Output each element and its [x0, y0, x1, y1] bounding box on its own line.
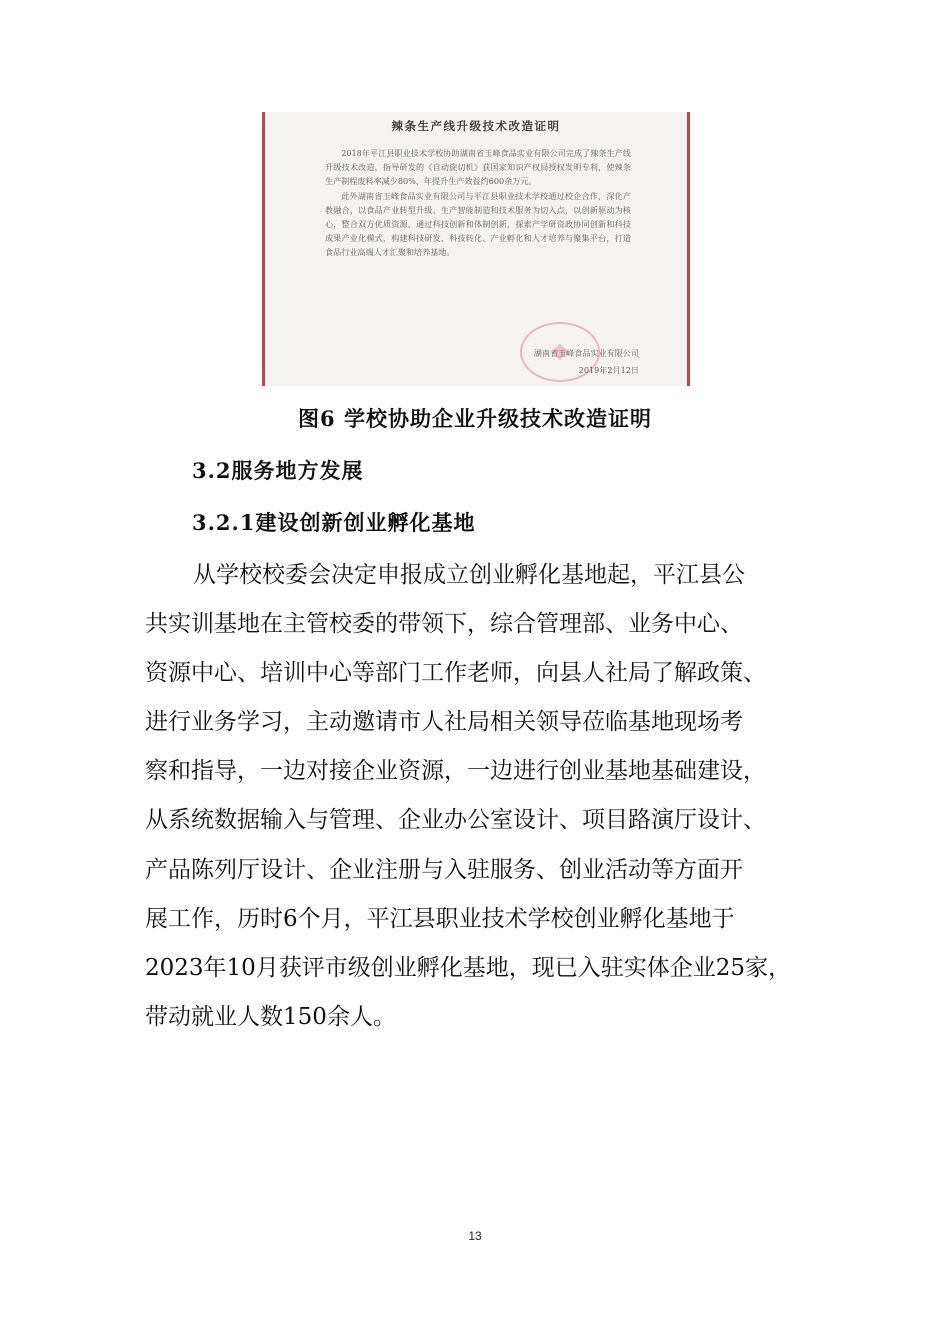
- body-line: 产品陈列厅设计、企业注册与入驻服务、创业活动等方面开: [145, 856, 743, 883]
- figure-caption: 图6 学校协助企业升级技术改造证明: [298, 406, 652, 431]
- certificate-scan-image: [262, 112, 690, 386]
- body-line: 共实训基地在主管校委的带领下，综合管理部、业务中心、: [145, 611, 743, 638]
- page-number: 13: [468, 1229, 482, 1243]
- certificate-paragraph: 2018年平江县职业技术学校协助湖南省玉峰食品实业有限公司完成了辣条生产线升级技术改造，指导研发的《自动旋切机》获国家知识产权局授权发明专利，使辣条生产制程废料率减少80%，年提升生产效益约600余万元。: [325, 148, 631, 187]
- body-line: 从学校校委会决定申报成立创业孵化基地起，平江县公: [193, 562, 745, 588]
- body-line: 资源中心、培训中心等部门工作老师，向县人社局了解政策、: [145, 660, 766, 687]
- body-paragraph: [145, 551, 791, 1042]
- body-line: 从系统数据输入与管理、企业办公室设计、项目路演厅设计、: [145, 807, 766, 834]
- body-line: 带动就业人数150余人。: [145, 1003, 396, 1030]
- certificate-title: 辣条生产线升级技术改造证明: [391, 119, 561, 133]
- body-line: 2023年10月获评市级创业孵化基地，现已入驻实体企业25家，: [145, 954, 792, 981]
- section-heading: 3.2服务地方发展: [192, 458, 364, 483]
- certificate-signature: [534, 345, 639, 379]
- certificate-body: [325, 146, 631, 260]
- subsection-heading: 3.2.1建设创新创业孵化基地: [192, 510, 476, 535]
- certificate-paragraph: 此外湖南省玉峰食品实业有限公司与平江县职业技术学校通过校企合作，深化产教融合，以食品产业转型升级、生产智能制造和技术服务为切入点，以创新驱动为核心，整合双方优质资源，通过科技创新和体制创新，探索产学研资政协同创新和科技成果产业化模式，构建科技研发、科技转化、产业孵化和人才培养与聚集平台，打造食品行业高端人才汇聚和培养基地。: [325, 190, 631, 258]
- certificate-company: 湖南省玉峰食品实业有限公司: [533, 348, 639, 358]
- body-line: 察和指导，一边对接企业资源，一边进行创业基地基础建设，: [145, 758, 766, 785]
- body-line: 进行业务学习，主动邀请市人社局相关领导莅临基地现场考: [145, 709, 743, 736]
- certificate-date: 2019年2月12日: [578, 365, 639, 375]
- body-line: 展工作，历时6个月，平江县职业技术学校创业孵化基地于: [145, 905, 735, 932]
